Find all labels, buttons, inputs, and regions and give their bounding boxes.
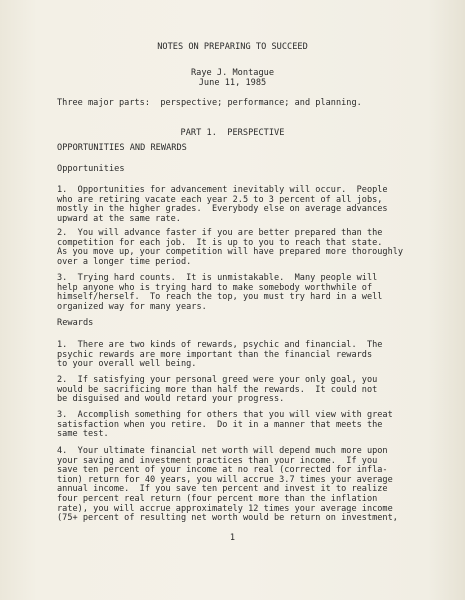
author-name: Raye J. Montague	[190, 68, 275, 78]
subheading-opportunities: Opportunities	[57, 164, 125, 174]
document-title: NOTES ON PREPARING TO SUCCEED	[157, 42, 308, 52]
part-heading: PART 1. PERSPECTIVE	[180, 128, 285, 138]
opportunity-paragraph-1: 1. Opportunities for advancement inevitably will occur. People who are retiring vacate each year 2.5 to 3 percent of all jobs, mostly in the higher grades. Everybody else on average advances upward at the same rate.	[57, 185, 388, 224]
subheading-rewards: Rewards	[57, 318, 94, 328]
reward-paragraph-4: 4. Your ultimate financial net worth will depend much more upon your saving and investment practices than your income. If you save ten percent of your income at no real (corrected for infla- tion) return for 40 years, you will accrue 3.7 times your average annual income. If you save ten percent and invest it to realize four percent real return (four percent more than the inflation rate), you will accrue approximately 12 times your average income (75+ percent of resulting net worth would be return on investment,	[57, 446, 398, 524]
opportunity-paragraph-3: 3. Trying hard counts. It is unmistakable. Many people will help anyone who is trying hard to make somebody worthwhile of himself/herself. To reach the top, you must try hard in a well organized way for many years.	[57, 273, 383, 312]
page-number: 1	[229, 533, 236, 543]
reward-paragraph-1: 1. There are two kinds of rewards, psychic and financial. The psychic rewards are more important than the financial rewards to your overall well being.	[57, 340, 383, 370]
intro-line: Three major parts: perspective; performance; and planning.	[57, 98, 362, 108]
opportunity-paragraph-2: 2. You will advance faster if you are better prepared than the competition for each job. It is up to you to reach that state. As you move up, your competition will have prepared more thoroughly over a longer time period.	[57, 228, 404, 267]
reward-paragraph-2: 2. If satisfying your personal greed were your only goal, you would be sacrificing more than half the rewards. It could not be disguised and would retard your progress.	[57, 375, 378, 405]
reward-paragraph-3: 3. Accomplish something for others that you will view with great satisfaction when you retire. Do it in a manner that meets the same test.	[57, 410, 393, 440]
document-date: June 11, 1985	[198, 78, 267, 88]
section-heading: OPPORTUNITIES AND REWARDS	[57, 143, 187, 153]
